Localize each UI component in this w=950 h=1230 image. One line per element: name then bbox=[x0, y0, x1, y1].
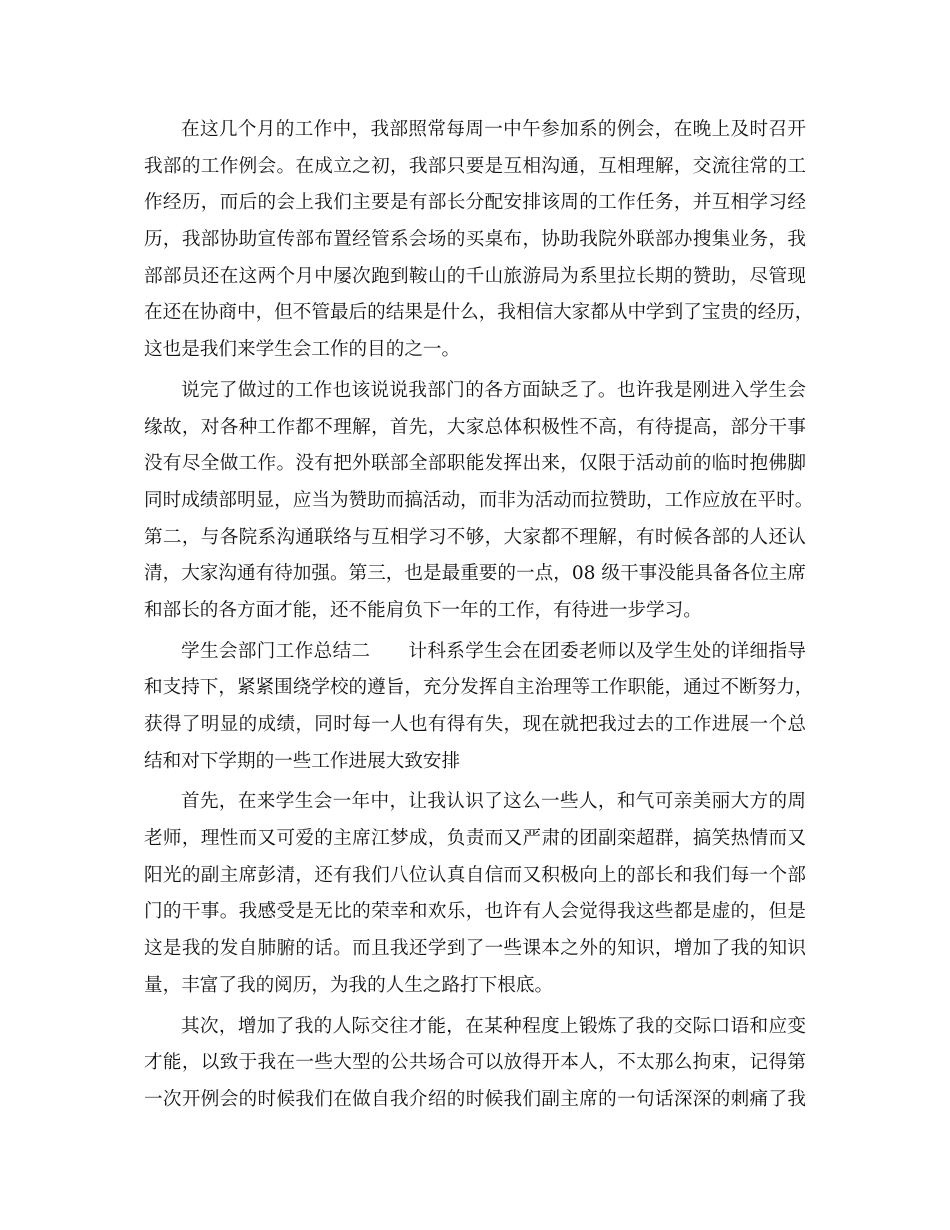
text-line: 作经历，而后的会上我们主要是有部长分配安排该周的工作任务，并互相学习经 bbox=[144, 192, 806, 214]
text-line: 在这几个月的工作中，我部照常每周一中午参加系的例会，在晚上及时召开 bbox=[181, 119, 806, 140]
text-line: 我部的工作例会。在成立之初，我部只要是互相沟通，互相理解，交流往常的工 bbox=[144, 155, 806, 177]
text-line: 首先，在来学生会一年中，让我认识了这么一些人，和气可亲美丽大方的周 bbox=[181, 791, 806, 813]
text-line: 在还在协商中，但不管最后的结果是什么，我相信大家都从中学到了宝贵的经历， bbox=[144, 302, 814, 324]
text-line: 学生会部门工作总结二 计科系学生会在团委老师以及学生处的详细指导 bbox=[181, 640, 806, 662]
text-line: 老师，理性而又可爱的主席江梦成，负责而又严肃的团副栾超群，搞笑热情而又 bbox=[144, 828, 806, 850]
text-line: 缘故，对各种工作都不理解，首先，大家总体积极性不高，有待提高，部分干事 bbox=[144, 416, 806, 438]
paragraph-5 bbox=[144, 1009, 806, 1119]
text-line: 同时成绩部明显，应当为赞助而搞活动，而非为活动而拉赞助，工作应放在平时。 bbox=[144, 489, 814, 511]
paragraph-2 bbox=[144, 373, 814, 630]
text-line: 获得了明显的成绩，同时每一人也有得有失，现在就把我过去的工作进展一个总 bbox=[144, 714, 806, 735]
text-line: 历，我部协助宣传部布置经管系会场的买桌布，协助我院外联部办搜集业务，我 bbox=[144, 229, 806, 251]
text-line: 清，大家沟通有待加强。第三，也是最重要的一点，08 级干事没能具备各位主席 bbox=[144, 563, 806, 585]
text-line: 其次，增加了我的人际交往才能，在某种程度上锻炼了我的交际口语和应变 bbox=[181, 1015, 806, 1037]
text-line: 和部长的各方面才能，还不能肩负下一年的工作，有待进一步学习。 bbox=[144, 599, 702, 621]
text-line: 才能，以致于我在一些大型的公共场合可以放得开本人，不太那么拘束，记得第 bbox=[144, 1052, 806, 1074]
text-line: 和支持下，紧紧围绕学校的遵旨，充分发挥自主治理等工作职能，通过不断努力， bbox=[144, 677, 814, 699]
paragraph-3 bbox=[144, 634, 814, 781]
text-line: 部部员还在这两个月中屡次跑到鞍山的千山旅游局为系里拉长期的赞助，尽管现 bbox=[144, 265, 806, 287]
paragraph-1 bbox=[144, 112, 814, 369]
text-line: 这也是我们来学生会工作的目的之一。 bbox=[144, 339, 461, 361]
paragraph-4 bbox=[144, 784, 806, 1004]
text-line: 一次开例会的时候我们在做自我介绍的时候我们副主席的一句话深深的刺痛了我 bbox=[144, 1088, 806, 1110]
text-line: 第二，与各院系沟通联络与互相学习不够，大家都不理解，有时候各部的人还认 bbox=[144, 526, 806, 548]
text-line: 结和对下学期的一些工作进展大致安排 bbox=[144, 750, 461, 772]
text-line: 阳光的副主席彭清，还有我们八位认真自信而又积极向上的部长和我们每一个部 bbox=[144, 864, 806, 886]
text-line: 没有尽全做工作。没有把外联部全部职能发挥出来，仅限于活动前的临时抱佛脚 bbox=[144, 453, 806, 475]
text-line: 说完了做过的工作也该说说我部门的各方面缺乏了。也许我是刚进入学生会 bbox=[181, 379, 806, 401]
text-line: 量，丰富了我的阅历，为我的人生之路打下根底。 bbox=[144, 974, 554, 996]
text-line: 这是我的发自肺腑的话。而且我还学到了一些课本之外的知识，增加了我的知识 bbox=[144, 938, 806, 960]
document-body bbox=[144, 112, 814, 1119]
text-line: 门的干事。我感受是无比的荣幸和欢乐，也许有人会觉得我这些都是虚的，但是 bbox=[144, 901, 806, 923]
